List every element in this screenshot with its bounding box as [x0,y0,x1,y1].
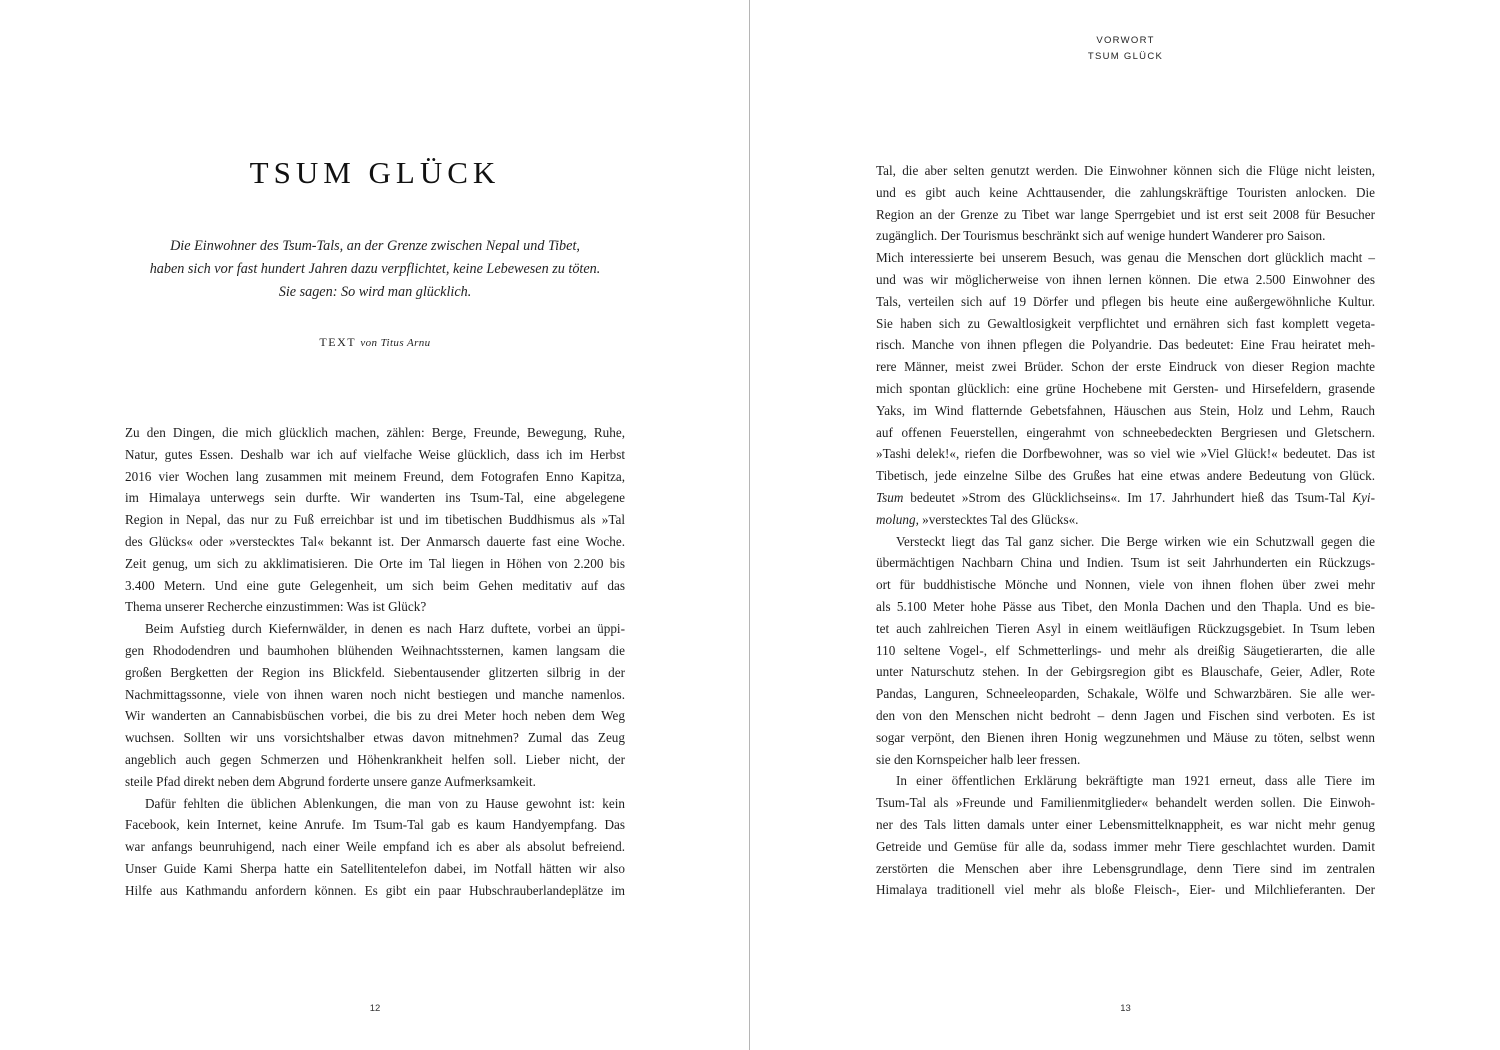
body-line: zugänglich. Der Tourismus beschränkt sich auf wenige hundert Wanderer pro Saison. [876,228,1326,244]
credit-label: TEXT [319,335,356,349]
body-line: Sie haben sich zu Gewaltlosigkeit verpflichtet und ernähren sich fast komplett vegeta- [876,315,1375,331]
body-line: Himalaya traditionell viel mehr als bloße Fleisch-, Eier- und Milchlieferanten. Der [876,882,1375,898]
body-line: unter Naturschutz stehen. In der Gebirgsregion gibt es Blauschafe, Geier, Adler, Rote [876,664,1375,680]
body-line: gen Rhododendren und baumhohen blühenden Weihnachtssternen, kamen langsam die [125,642,625,658]
body-line: molung, »verstecktes Tal des Glücks«. [876,511,1079,527]
body-line: 2016 vier Wochen lang zusammen mit meinem Freund, dem Fotografen Enno Kapitza, [125,468,625,484]
body-line: steile Pfad direkt neben dem Abgrund forderte unsere ganze Aufmerksamkeit. [125,773,536,789]
body-line: mich spontan glücklich: eine grüne Hochebene mit Gersten- und Hirsefeldern, grasende [876,380,1375,396]
body-line: Natur, gutes Essen. Deshalb war ich auf vielfache Weise glücklich, dass ich im Herbst [125,446,625,462]
body-text-right [876,160,1375,901]
right-page [751,0,1500,1050]
body-line: Zu den Dingen, die mich glücklich machen, zählen: Berge, Freunde, Bewegung, Ruhe, [125,425,625,440]
body-line: Getreide und Gemüse für alle da, sodass immer mehr Tiere geschlachtet wurden. Damit [876,838,1375,854]
lead-line: Sie sagen: So wird man glücklich. [278,284,472,300]
article-title: TSUM GLÜCK [249,155,501,190]
running-head-title: TSUM GLÜCK [1087,51,1164,62]
body-line: 110 seltene Vogel-, elf Schmetterlings- und mehr als dreißig Säugetierarten, die alle [876,642,1375,658]
running-head-section: VORWORT [1096,35,1155,46]
page-number-right: 13 [1120,1003,1131,1014]
body-line: Region an der Grenze zu Tibet war lange Sperrgebiet und ist erst seit 2008 für Besucher [876,206,1375,222]
body-line: sie den Kornspeicher halb leer fressen. [876,751,1081,767]
body-line: zerstörten die Menschen aber ihre Lebensgrundlage, denn Tiere sind im zentralen [876,860,1375,876]
body-text-left [125,422,625,902]
body-line: Pandas, Languren, Schneeleoparden, Schakale, Wölfe und Schwarzbären. Sie alle wer- [876,686,1375,702]
lead-line: haben sich vor fast hundert Jahren dazu verpflichtet, keine Lebewesen zu töten. [149,261,601,277]
body-line: Facebook, kein Internet, keine Anrufe. Im Tsum-Tal gab es kaum Handyempfang. Das [125,817,625,833]
body-line: Mich interessierte bei unserem Besuch, was genau die Menschen dort glücklich macht – [876,250,1375,266]
body-line: 3.400 Metern. Und eine gute Gelegenheit, um sich beim Gehen meditativ auf das [125,577,625,593]
body-line: Hilfe aus Kathmandu anfordern können. Es gibt ein paar Hubschrauberlandeplätze im [125,882,625,898]
body-line: großen Bergketten der Region ins Blickfeld. Siebentausender glitzerten silbrig in der [125,664,625,680]
body-line: als 5.100 Meter hohe Pässe aus Tibet, den Monla Dachen und den Thapla. Und es bie- [876,598,1375,614]
body-line: übermächtigen Nachbarn China und Indien. Tsum ist seit Jahrhunderten ein Rückzugs- [876,555,1375,571]
body-line: und es gibt auch keine Achttausender, die zahlungskräftige Touristen anlocken. Die [876,184,1375,200]
page-gutter [749,0,750,1050]
body-line: risch. Manche von ihnen pflegen die Polyandrie. Das bedeutet: Eine Frau heiratet meh- [876,337,1375,353]
body-line: den von den Menschen nicht bedroht – denn Jagen und Fischen sind verboten. Es ist [876,707,1375,723]
body-line: Tal, die aber selten genutzt werden. Die Einwohner können sich die Flüge nicht leisten, [876,163,1375,178]
body-line: wuchsen. Sollten wir uns vorsichtshalber etwas davon mitnehmen? Zumal das Zeug [125,730,625,746]
body-line: In einer öffentlichen Erklärung bekräftigte man 1921 erneut, dass alle Tiere im [896,773,1375,789]
body-line: Region in Nepal, das nur zu Fuß erreichbar ist und im tibetischen Buddhismus als »Tal [125,512,625,528]
credit-author: von Titus Arnu [360,337,431,349]
body-line: Wir wanderten an Cannabisbüschen vorbei, die bis zu drei Meter hoch neben dem Weg [125,708,625,724]
body-line: im Himalaya unterwegs sein durfte. Wir wanderten ins Tsum-Tal, eine abgelegene [125,490,625,506]
body-line: Versteckt liegt das Tal ganz sicher. Die Berge wirken wie ein Schutzwall gegen die [896,533,1375,549]
body-line: war anfangs beunruhigend, nach einer Weile empfand ich es aber als absolut befreiend. [125,839,625,855]
body-line: »Tashi delek!«, riefen die Dorfbewohner, was so viel wie »Viel Glück!« bedeutet. Das ist [876,446,1375,462]
body-line: des Glücks« oder »verstecktes Tal« bekannt ist. Der Anmarsch dauerte fast eine Woche. [125,533,625,549]
body-line: rere Männer, meist zwei Brüder. Schon der erste Eindruck von dieser Region machte [876,359,1375,375]
page-number-left: 12 [369,1003,381,1014]
body-line: Yaks, im Wind flatternde Gebetsfahnen, Häuschen aus Stein, Holz und Lehm, Rauch [876,402,1375,418]
lead-paragraph [100,235,650,304]
body-line: tet auch zahlreichen Tieren Asyl in einem weitläufigen Rückzugsgebiet. In Tsum leben [876,620,1375,636]
body-line: Tals, verteilen sich auf 19 Dörfer und pflegen bis heute eine außergewöhnliche Kultur. [876,293,1375,309]
body-line: Zeit genug, um sich zu akklimatisieren. Die Orte im Tal liegen in Höhen von 2.200 bis [125,555,625,571]
body-line: sogar verpönt, den Bienen ihren Honig wegzunehmen und Mäuse zu töten, selbst wenn [876,729,1375,745]
body-line: Dafür fehlten die üblichen Ablenkungen, die man von zu Hause gewohnt ist: kein [145,795,625,811]
body-line: Nachmittagssonne, viele von ihnen waren noch nicht bestiegen und manche namenlos. [125,686,625,702]
body-line: Tibetisch, jede einzelne Silbe des Grußes hat eine etwas andere Bedeutung von Glück. [876,468,1375,484]
body-line: Tsum bedeutet »Strom des Glücklichseins«. Im 17. Jahrhundert hieß das Tsum-Tal Kyi- [876,489,1375,505]
body-line: Beim Aufstieg durch Kiefernwälder, in denen es nach Harz duftete, vorbei an üppi- [145,621,625,637]
body-line: ort für buddhistische Mönche und Nonnen, viele von ihnen flohen über zwei mehr [876,577,1375,593]
lead-line: Die Einwohner des Tsum-Tals, an der Grenze zwischen Nepal und Tibet, [170,238,580,254]
body-line: auf offenen Feuerstellen, eingerahmt von schneebedeckten Bergriesen und Gletschern. [876,424,1375,440]
body-line: Thema unserer Recherche einzustimmen: Was ist Glück? [125,599,427,615]
body-line: Tsum-Tal als »Freunde und Familienmitglieder« behandelt werden sollen. Die Einwoh- [876,795,1375,811]
body-line: Unser Guide Kami Sherpa hatte ein Satellitentelefon dabei, im Notfall hätten wir also [125,860,625,876]
body-line: und was wir möglicherweise von ihnen lernen können. Die etwa 2.500 Einwohner des [876,271,1375,287]
body-line: ner des Tals litten damals unter einer Lebensmittelknappheit, es war nicht mehr genug [876,816,1375,832]
author-credit [0,335,750,350]
body-line: angeblich auch gegen Schmerzen und Höhenkrankheit helfen soll. Lieber nicht, der [125,751,625,767]
